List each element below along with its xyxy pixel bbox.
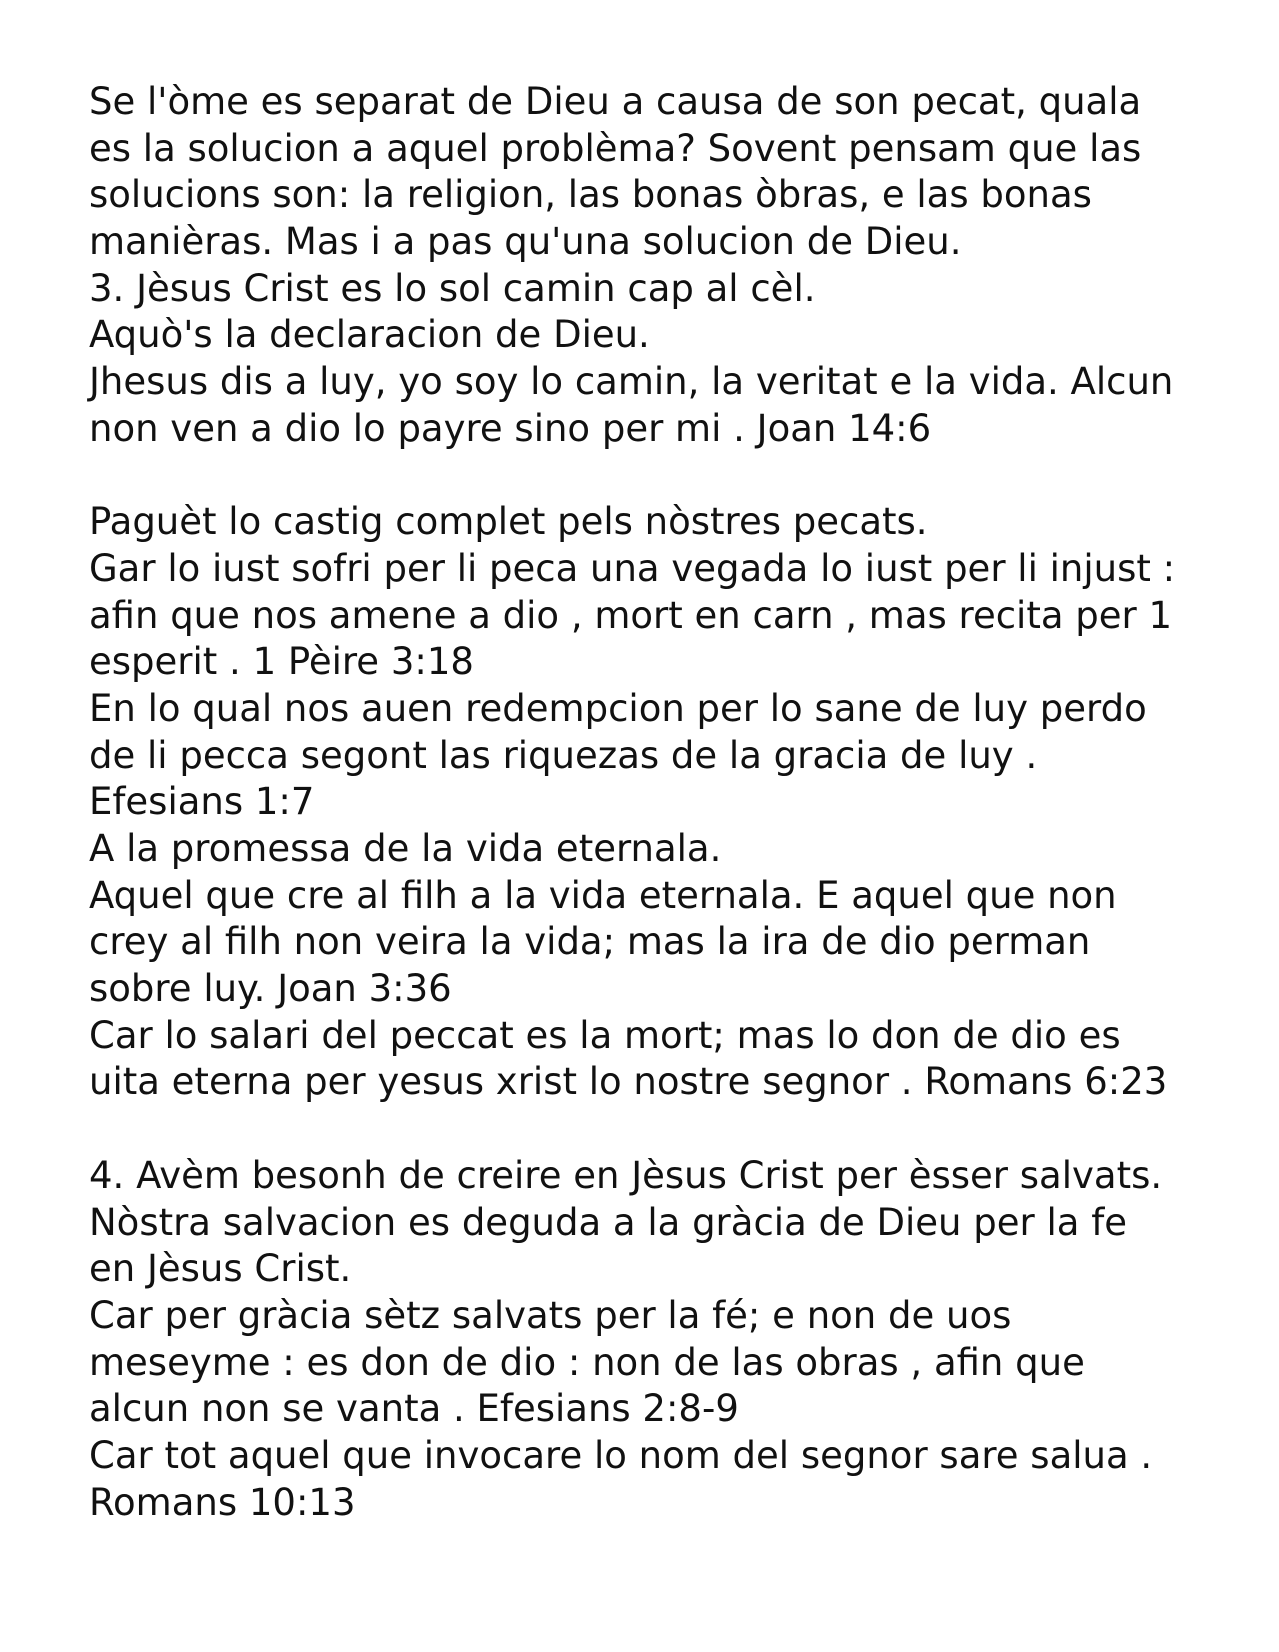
text-line: Se l'òme es separat de Dieu a causa de son pecat, quala bbox=[89, 80, 1142, 123]
section-heading: 3. Jèsus Crist es lo sol camin cap al cèl. bbox=[89, 266, 816, 310]
text-line: Car lo salari del peccat es la mort; mas lo don de dio es bbox=[89, 1013, 1121, 1057]
text-line: solucions son: la religion, las bonas òbras, e las bonas bbox=[89, 173, 1092, 217]
text-line: crey al filh non veira la vida; mas la ira de dio perman bbox=[89, 920, 1091, 964]
text-line: manièras. Mas i a pas qu'una solucion de Dieu. bbox=[89, 220, 962, 264]
text-line: uita eterna per yesus xrist lo nostre segnor . Romans 6:23 bbox=[89, 1060, 1168, 1104]
text-line: en Jèsus Crist. bbox=[89, 1247, 352, 1291]
text-line: non ven a dio lo payre sino per mi . Joan 14:6 bbox=[89, 406, 932, 450]
text-line: A la promessa de la vida eternala. bbox=[89, 827, 722, 870]
text-line: afin que nos amene a dio , mort en carn , mas recita per 1 bbox=[89, 593, 1173, 637]
text-line: Paguèt lo castig complet pels nòstres pecats. bbox=[89, 500, 928, 544]
text-line: Efesians 1:7 bbox=[89, 780, 315, 824]
text-line: Car per gràcia sètz salvats per la fé; e non de uos bbox=[89, 1293, 1012, 1337]
text-line: Jhesus dis a luy, yo soy lo camin, la veritat e la vida. Alcun bbox=[89, 360, 1174, 404]
blank-line bbox=[89, 1106, 1239, 1153]
text-line: meseyme : es don de dio : non de las obras , afin que bbox=[89, 1340, 1085, 1384]
text-line: Gar lo iust sofri per li peca una vegada lo iust per li injust : bbox=[89, 546, 1176, 590]
text-line: En lo qual nos auen redempcion per lo sane de luy perdo bbox=[89, 686, 1147, 730]
text-line: Aquò's la declaracion de Dieu. bbox=[89, 313, 650, 357]
section-heading: 4. Avèm besonh de creire en Jèsus Crist per èsser salvats. bbox=[89, 1153, 1163, 1197]
text-line: Aquel que cre al filh a la vida eternala. E aquel que non bbox=[89, 873, 1117, 917]
text-line: sobre luy. Joan 3:36 bbox=[89, 967, 452, 1011]
text-line: Car tot aquel que invocare lo nom del segnor sare salua . bbox=[89, 1433, 1153, 1477]
text-line: de li pecca segont las riquezas de la gracia de luy . bbox=[89, 733, 1038, 777]
document-page bbox=[89, 79, 1239, 1526]
blank-line bbox=[89, 453, 1239, 500]
text-line: Romans 10:13 bbox=[89, 1480, 356, 1524]
text-line: alcun non se vanta . Efesians 2:8-9 bbox=[89, 1387, 739, 1431]
text-line: Nòstra salvacion es deguda a la gràcia de Dieu per la fe bbox=[89, 1200, 1127, 1244]
text-line: es la solucion a aquel problèma? Sovent pensam que las bbox=[89, 126, 1142, 170]
text-line: esperit . 1 Pèire 3:18 bbox=[89, 640, 474, 684]
